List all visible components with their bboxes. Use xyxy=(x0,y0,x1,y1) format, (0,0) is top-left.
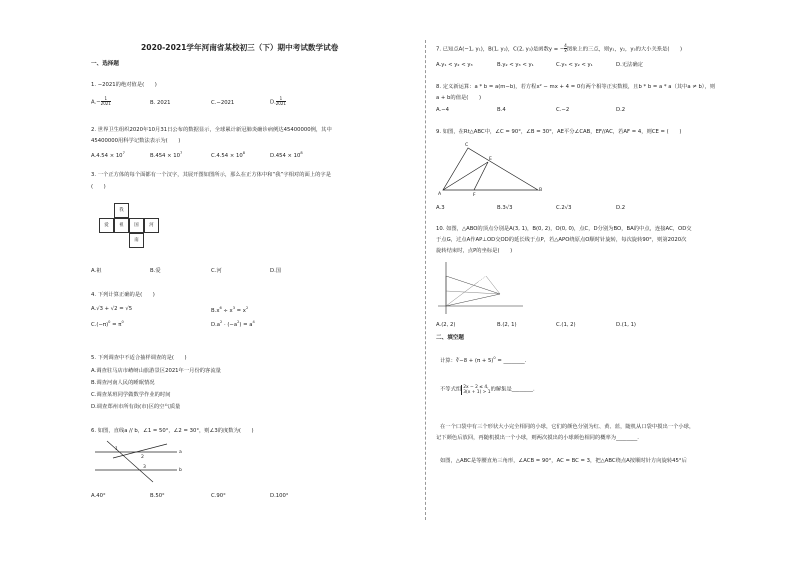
q10-option-b: B.(2, 1) xyxy=(497,322,517,328)
q3-option-b: B.爱 xyxy=(150,268,161,274)
q10-stem-line2: 于点G，过点A作AP⊥OD交OD的延长线于点P，若△APO绕原点O顺时针旋转，每次旋转90°，则第2020次 xyxy=(436,237,687,243)
q2-option-a: $A.4.54 \times 10^7$ xyxy=(91,151,125,159)
q10-option-d: D.(1, 1) xyxy=(616,322,637,328)
column-divider xyxy=(425,40,426,520)
q10-stem-line3: 旋转结束时，点P的坐标是( ) xyxy=(436,248,513,254)
section-fill-heading: 二、填空题 xyxy=(436,335,464,341)
parallel-lines-figure xyxy=(95,438,185,483)
q8-option-a: A.−4 xyxy=(436,107,450,113)
q12-stem: 不等式组 2x − 2 ≤ 4, 3(x + 1) > 1 的解集是________. xyxy=(440,385,535,395)
triangle-abc xyxy=(443,148,538,190)
transversal-2 xyxy=(113,444,167,458)
q8-option-c: C.−2 xyxy=(556,107,570,113)
q10-stem-line1: 10. 如图，△ABO的顶点分别是A(3, 1)，B(0, 2)，O(0, 0)，点C，D分别为BO，BA的中点，连接AC，OD交 xyxy=(436,226,692,232)
vertex-label-a: A xyxy=(438,192,442,197)
q7-option-b: B.y₂ < y₃ < y₁ xyxy=(497,62,534,68)
vertex-label-c: C xyxy=(465,143,469,148)
net-cell: 南 xyxy=(129,233,144,248)
q2-stem-line1: 2. 世界卫生组织2020年10月31日公布的数据显示，全球累计新冠肺炎确诊病例达45400000例，其中 xyxy=(91,127,332,133)
q3-stem-line2: ( ) xyxy=(91,184,106,190)
q9-option-c: C.2√3 xyxy=(556,205,572,211)
q1-option-b: B. 2021 xyxy=(150,100,171,106)
line-label-a: a xyxy=(179,450,182,455)
net-cell: 爱 xyxy=(99,218,114,233)
angle-label-2: 2 xyxy=(141,455,144,460)
q1-option-c: C.−2021 xyxy=(211,100,235,106)
q8-option-b: B.4 xyxy=(497,107,506,113)
q4-option-a: A.√3 + √2 = √5 xyxy=(91,306,133,312)
q7-option-a: A.y₁ < y₂ < y₃ xyxy=(436,62,473,68)
q10-option-a: A.(2, 2) xyxy=(436,322,456,328)
net-cell: 河 xyxy=(144,218,159,233)
q1-option-a: A.− $\frac{1}{2021}$ xyxy=(91,96,111,107)
q8-stem-line2: a + b的值是( ) xyxy=(436,95,482,101)
line-label-b: b xyxy=(179,468,182,473)
exam-title: 2020-2021学年河南省某校初三（下）期中考试数学试卷 xyxy=(141,43,339,52)
segment-dp xyxy=(478,276,486,282)
q5-option-d: D.调查郑州市所有街(市)区的空气质量 xyxy=(91,404,181,410)
q3-option-a: A.祖 xyxy=(91,268,102,274)
q5-stem: 5. 下列调查中不适合抽样调查的是( ) xyxy=(91,355,187,361)
q3-option-d: D.国 xyxy=(270,268,282,274)
coordinate-figure xyxy=(438,258,528,316)
q5-option-c: C.调查某班同学做数学作业的时间 xyxy=(91,392,171,398)
q14-stem: 如图，△ABC是等腰直角三角形，∠ACB = 90°，AC = BC = 3，把△ABC绕点A按顺时针方向旋转45°后 xyxy=(440,458,687,464)
q2-stem-line2: 45400000用科学记数法表示为( ) xyxy=(91,138,181,144)
net-cell: 国 xyxy=(129,218,144,233)
q5-option-a: A.调查驻马店市嵖岈山旅游景区2021年一月份的客流量 xyxy=(91,368,221,374)
q13-line2: 记下颜色后放回，再随机摸出一个小球，则两次摸出的小球颜色相同的概率为________. xyxy=(436,435,639,441)
segment-ap xyxy=(486,276,500,294)
q8-stem-line1: 8. 定义新运算：a * b = a(m−b)，若方程x² − mx + 4 = 0有两个相等正实数根，且b * b = a * a（其中a ≠ b），则 xyxy=(436,84,716,90)
fraction: $\frac{4}{x}$ xyxy=(564,43,567,54)
q7-option-c: C.y₃ < y₂ < y₁ xyxy=(556,62,593,68)
q13-line1: 在一个口袋中有三个形状大小完全相同的小球，它们的颜色分别为红、黄、蓝，随机从口袋中摸出一个小球， xyxy=(440,424,695,430)
angle-label-3: 3 xyxy=(143,465,146,470)
q6-option-b: B.50° xyxy=(150,493,165,499)
q1-option-d: D. $\frac{1}{2021}$ xyxy=(270,96,286,107)
q4-stem: 4. 下列计算正确的是( ) xyxy=(91,292,155,298)
q9-stem: 9. 如图，在Rt△ABC中，∠C = 90°，∠B = 30°，AE平分∠CAB，EF//AC，若AF = 4，则CE = ( ) xyxy=(436,129,682,135)
q6-option-a: A.40° xyxy=(91,493,106,499)
q11-stem: 计算：∛−8 + $(\pi + 5)^0$ = ________. xyxy=(440,356,527,364)
q7-stem: 7. 已知点A(−1, y₁)，B(1, y₂)，C(2, y₃)是函数y = − $\frac{4}{x}$ 图象上的三点，则y₁，y₂，y₃的大小关系是( ) xyxy=(436,43,683,54)
net-cell: 祖 xyxy=(114,218,129,233)
q2-option-b: $B.454 \times 10^7$ xyxy=(150,151,183,159)
vertex-label-b: B xyxy=(539,188,543,193)
q4-option-b: $B.x^6 \div x^3 = x^2$ xyxy=(211,306,249,314)
fraction: $\frac{1}{2021}$ xyxy=(100,96,111,107)
q10-option-c: C.(1, 2) xyxy=(556,322,576,328)
angle-label-1: 1 xyxy=(115,447,118,452)
q7-option-d: D.无法确定 xyxy=(616,62,643,68)
net-cell: 我 xyxy=(114,203,129,218)
section-choice-heading: 一、选择题 xyxy=(91,61,119,67)
q3-option-c: C.河 xyxy=(211,268,222,274)
q4-option-c: $C.(-\pi)^0 = \pi^0$ xyxy=(91,320,124,328)
q6-option-c: C.90° xyxy=(211,493,226,499)
q1-stem: 1. −2021的绝对值是( ) xyxy=(91,82,157,88)
transversal-1 xyxy=(107,441,153,482)
q2-option-c: $C.4.54 \times 10^8$ xyxy=(211,151,246,159)
q4-option-d: $D.a^2 \cdot (-a^2) = a^4$ xyxy=(211,320,255,328)
q9-option-d: D.2 xyxy=(616,205,626,211)
q2-option-d: $D.454 \times 10^8$ xyxy=(270,151,303,159)
fraction: $\frac{1}{2021}$ xyxy=(275,96,286,107)
q6-stem: 6. 如图，直线a // b，∠1 = 50°，∠2 = 30°，则∠3的度数为( ) xyxy=(91,428,254,434)
q3-stem-line1: 3. 一个正方体的每个面都有一个汉字，其展开图如图所示，那么在正方体中和“我”字相对的面上的字是 xyxy=(91,172,331,178)
vertex-label-f: F xyxy=(473,193,476,198)
q5-option-b: B.调查河南人民的睡眠情况 xyxy=(91,380,155,386)
vertex-label-e: E xyxy=(489,157,492,162)
q9-option-b: B.3√3 xyxy=(497,205,513,211)
triangle-figure xyxy=(438,140,548,196)
q8-option-d: D.2 xyxy=(616,107,626,113)
q9-option-a: A.3 xyxy=(436,205,445,211)
q6-option-d: D.100° xyxy=(270,493,289,499)
triangle-abo xyxy=(446,276,500,306)
